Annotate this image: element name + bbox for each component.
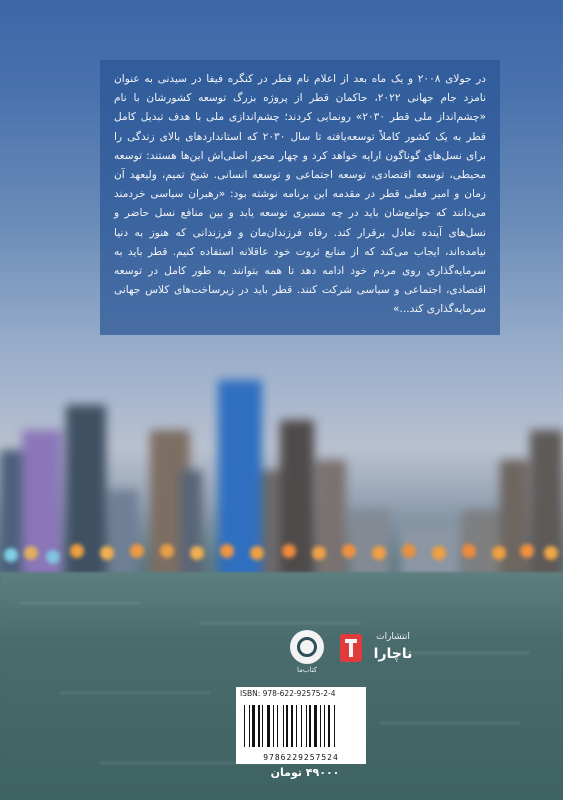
- water-ripple: [200, 622, 360, 624]
- barcode-bar: [314, 705, 317, 747]
- barcode-bar: [283, 705, 284, 747]
- bokeh-light: [492, 546, 506, 560]
- bokeh-light: [462, 544, 476, 558]
- bokeh-light: [24, 546, 38, 560]
- bokeh-light: [220, 544, 234, 558]
- bokeh-light: [160, 544, 174, 558]
- barcode-bar: [244, 705, 245, 747]
- barcode-bar: [277, 705, 278, 747]
- bokeh-light: [4, 548, 18, 562]
- bokeh-light: [46, 550, 60, 564]
- bokeh-light: [100, 546, 114, 560]
- bokeh-light: [190, 546, 204, 560]
- publisher-logo-icon: [340, 634, 362, 662]
- water-ripple: [60, 692, 210, 694]
- blurb-text: در جولای ۲۰۰۸ و یک ماه بعد از اعلام نام قطر در کنگره فیفا در سیدنی به عنوان نامزد جام جهانی ۲۰۲۲، حاکمان قطر از پروژه بزرگ توسعه کشورشان با نام «چشم‌انداز ملی قطر ۲۰۳۰» رونمایی کردند؛ چشم‌اندازی ملی با هدف تبدیل کامل قطر به یک کشور کاملاً توسعه‌یافته تا سال ۲۰۳۰ که استانداردهای بالای زندگی را برای نسل‌های گوناگون ارایه خواهد کرد و چهار محور اصلی‌اش این‌ها هستند: توسعه محیطی، توسعه اقتصادی، توسعه اجتماعی و توسعه انسانی. شیخ تمیم، ولیعهد آن زمان و امیر فعلی قطر در مقدمه این برنامه نوشته بود: «رهبران سیاسی خردمند می‌دانند که جوامع‌شان باید در چه مسیری توسعه یابد و بین منافع نسل حاضر و نسل‌های آینده تعادل برقرار کند. رفاه فرزندان‌مان و فرزندانی که هنوز به دنیا نیامده‌اند، ایجاب می‌کند که از منابع ثروت خود عاقلانه استفاده کنیم. قطر باید به سرمایه‌گذاری روی مردم خود ادامه دهد تا همه بتوانند به طور کامل در توسعه اقتصادی، اجتماعی و سیاسی شرکت کنند. قطر باید در زیرساخت‌های کلاس جهانی سرمایه‌گذاری کند...»: [114, 73, 486, 316]
- barcode-bar: [301, 705, 302, 747]
- barcode-bar: [328, 705, 330, 747]
- barcode-bar: [334, 705, 335, 747]
- bokeh-light: [130, 544, 144, 558]
- blurb-panel: [100, 60, 500, 335]
- bokeh-light: [250, 546, 264, 560]
- barcode-bar: [306, 705, 307, 747]
- barcode-bar: [309, 705, 311, 747]
- bokeh-light: [402, 544, 416, 558]
- barcode-bar: [262, 705, 263, 747]
- barcode-bar: [320, 705, 321, 747]
- water-ripple: [20, 602, 140, 604]
- barcode-bar: [324, 705, 325, 747]
- publisher-name: ناچارا: [373, 646, 413, 662]
- bokeh-light: [520, 544, 534, 558]
- circle-logo-icon: [290, 630, 324, 664]
- publisher-branding: [290, 628, 420, 678]
- bokeh-light: [312, 546, 326, 560]
- bokeh-light: [432, 546, 446, 560]
- secondary-logo-label: کتاب‌ما: [296, 666, 318, 674]
- barcode-bars: [244, 705, 358, 747]
- isbn-text: ISBN: 978-622-92575-2-4: [236, 687, 366, 700]
- barcode-number: 9786229257524: [263, 753, 339, 762]
- bokeh-light: [70, 544, 84, 558]
- bokeh-light: [372, 546, 386, 560]
- barcode-bar: [296, 705, 297, 747]
- barcode-bar: [267, 705, 270, 747]
- barcode-bar: [252, 705, 255, 747]
- barcode-bar: [291, 705, 293, 747]
- barcode-bar: [249, 705, 250, 747]
- barcode-bar: [286, 705, 288, 747]
- bokeh-light: [544, 546, 558, 560]
- publisher-label: انتشارات: [376, 632, 410, 642]
- bokeh-light: [282, 544, 296, 558]
- bokeh-light: [342, 544, 356, 558]
- price-label: ۴۹۰۰۰ تومان: [270, 766, 340, 779]
- barcode-bar: [273, 705, 274, 747]
- barcode-bar: [258, 705, 260, 747]
- isbn-barcode: [236, 700, 366, 764]
- water-ripple: [380, 722, 520, 724]
